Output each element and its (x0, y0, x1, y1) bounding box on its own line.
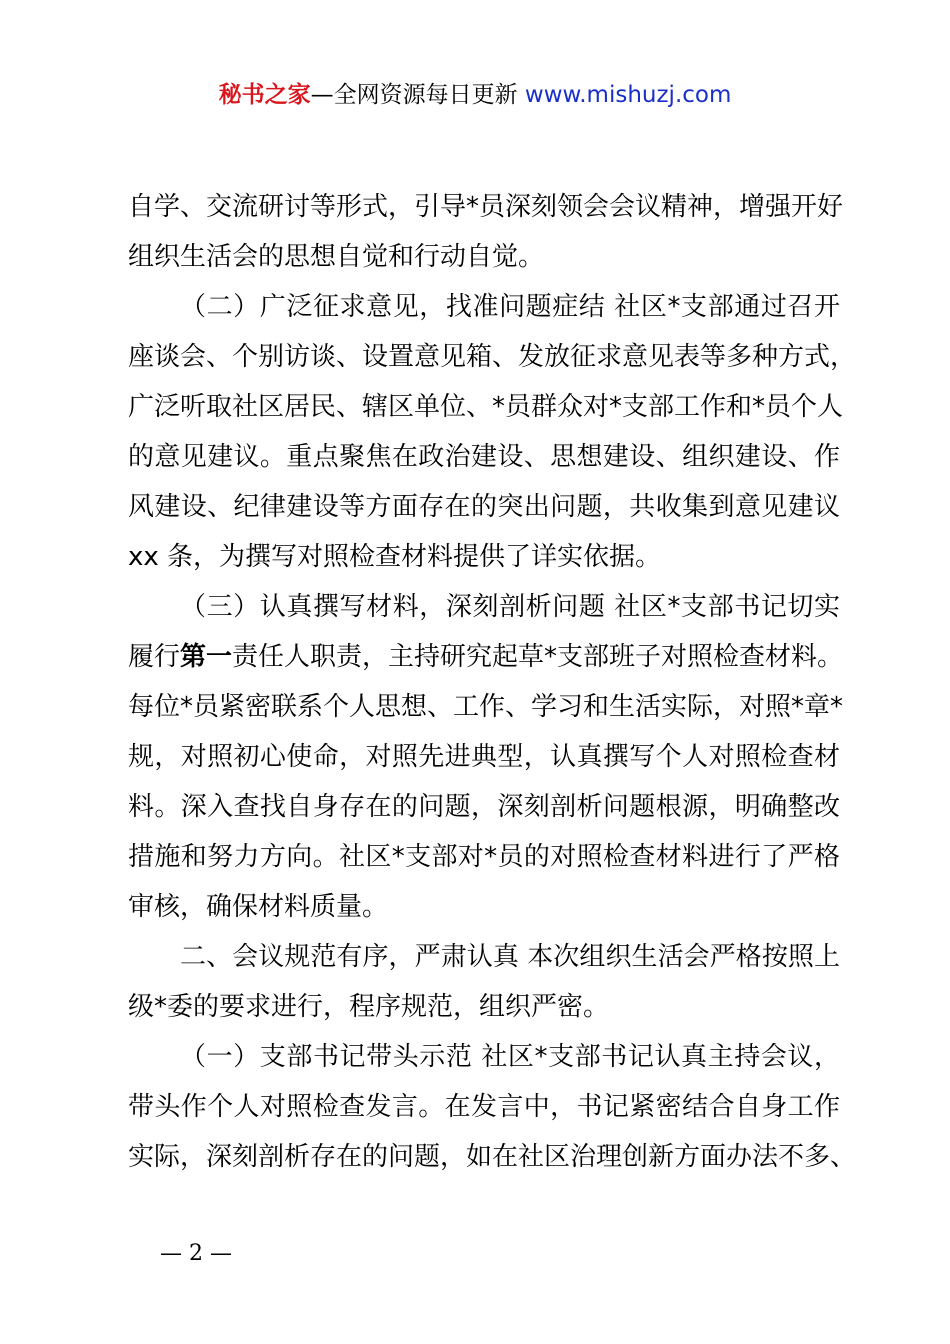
section-heading-line: （一）支部书记带头示范 社区*支部书记认真主持会议， (180, 1042, 840, 1072)
text-line: 实际，深刻剖析存在的问题，如在社区治理创新方面办法不多、 (128, 1142, 857, 1172)
page-number: — 2 — (160, 1241, 232, 1266)
text-line: 审核，确保材料质量。 (128, 892, 389, 922)
text-line: 每位*员紧密联系个人思想、工作、学习和生活实际，对照*章* (128, 692, 844, 722)
bold-text-fragment: 第一 (180, 642, 233, 672)
section-heading-line: （二）广泛征求意见，找准问题症结 社区*支部通过召开 (180, 292, 840, 322)
text-line: 规，对照初心使命，对照先进典型，认真撰写个人对照检查材 (128, 742, 840, 772)
text-line: 料。深入查找自身存在的问题，深刻剖析问题根源，明确整改 (128, 792, 840, 822)
text-line: 自学、交流研讨等形式，引导*员深刻领会会议精神，增强开好 (128, 192, 844, 222)
section-heading-line: 二、会议规范有序，严肃认真 本次组织生活会严格按照上 (180, 942, 840, 972)
text-line: xx 条，为撰写对照检查材料提供了详实依据。 (128, 542, 662, 572)
text-line: 座谈会、个别访谈、设置意见箱、发放征求意见表等多种方式， (128, 342, 857, 372)
text-line: 组织生活会的思想自觉和行动自觉。 (128, 242, 545, 272)
text-line: 广泛听取社区居民、辖区单位、*员群众对*支部工作和*员个人 (128, 392, 844, 422)
section-heading-line: （三）认真撰写材料，深刻剖析问题 社区*支部书记切实 (180, 592, 840, 622)
brand-name: 秘书之家 (218, 82, 311, 108)
header-tagline: —全网资源每日更新 (310, 82, 525, 108)
text-fragment: 履行 (128, 642, 181, 672)
site-header (0, 78, 950, 112)
text-line: 措施和努力方向。社区*支部对*员的对照检查材料进行了严格 (128, 842, 840, 872)
text-line: 风建设、纪律建设等方面存在的突出问题，共收集到意见建议 (128, 492, 840, 522)
document-body (128, 182, 857, 1182)
site-url[interactable]: www.mishuzj.com (524, 82, 732, 108)
text-line: 的意见建议。重点聚焦在政治建设、思想建设、组织建设、作 (128, 442, 840, 472)
text-line (128, 632, 844, 682)
text-line: 带头作个人对照检查发言。在发言中，书记紧密结合自身工作 (128, 1092, 840, 1122)
text-line: 级*委的要求进行，程序规范，组织严密。 (128, 992, 610, 1022)
text-fragment: 责任人职责，主持研究起草*支部班子对照检查材料。 (232, 642, 844, 672)
